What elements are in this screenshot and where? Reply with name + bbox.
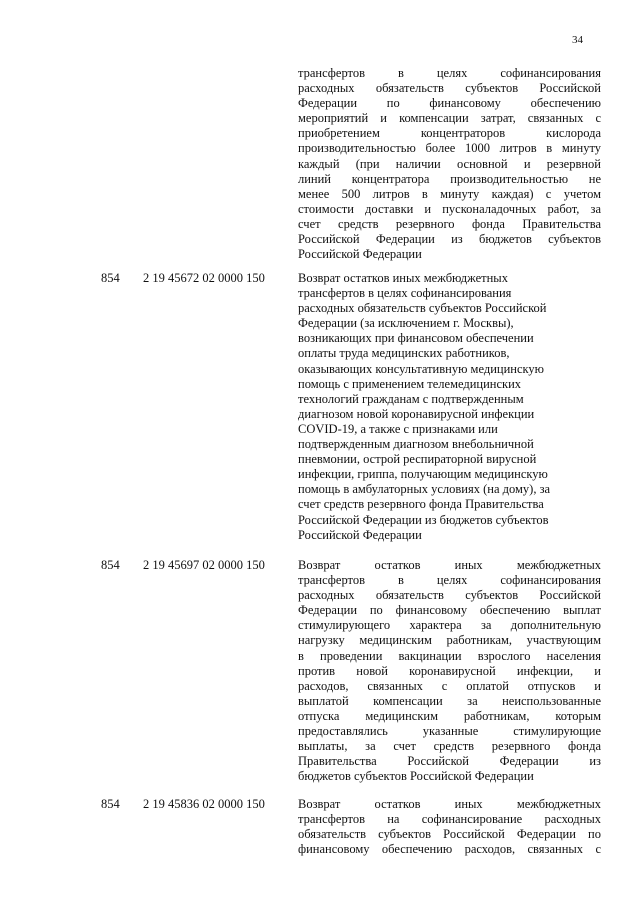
description-line: расходных обязательств субъектов Российской: [298, 588, 601, 603]
description-line: диагнозом новой коронавирусной инфекции: [298, 406, 535, 421]
description-line: Российской Федерации: [298, 527, 422, 542]
description-line: инфекции, гриппа, получающим медицинскую: [298, 467, 548, 482]
description-line: против новой коронавирусной инфекции, и: [298, 663, 601, 678]
budget-classification-code: 2 19 45672 02 0000 150: [143, 271, 265, 285]
description-line: бюджетов субъектов Российской Федерации: [298, 769, 534, 784]
admin-code: 854: [101, 797, 120, 811]
description-line: Правительства Российской Федерации из: [298, 754, 601, 769]
description-line: стимулирующего характера за дополнительную: [298, 618, 601, 633]
description-line: в проведении вакцинации взрослого населения: [298, 648, 601, 663]
description-line: менее 500 литров в минуту каждая) с учетом: [298, 186, 601, 201]
income-description: [298, 558, 601, 784]
description-line: пневмонии, острой респираторной вирусной: [298, 452, 537, 467]
description-line: каждый (при наличии основной и резервной: [298, 156, 601, 171]
description-line: трансфертов на софинансирование расходных: [298, 812, 601, 827]
description-line: возникающих при финансовом обеспечении: [298, 331, 534, 346]
description-line: обязательств субъектов Российской Федерации по: [298, 827, 601, 842]
description-line: расходных обязательств субъектов Российской: [298, 81, 601, 96]
income-description: [298, 66, 601, 262]
description-line: счет средств резервного фонда Правительства: [298, 497, 544, 512]
description-line: линий концентратора производительностью не: [298, 171, 601, 186]
description-line: расходов, связанных с оплатой отпусков и: [298, 678, 601, 693]
description-line: помощь в амбулаторных условиях (на дому), за: [298, 482, 551, 497]
description-line: расходных обязательств субъектов Российской: [298, 301, 547, 316]
description-line: Российской Федерации из бюджетов субъектов: [298, 512, 549, 527]
description-line: финансовому обеспечению расходов, связанных с: [298, 842, 601, 857]
description-line: технологий гражданам с подтвержденным: [298, 391, 524, 406]
budget-classification-code: 2 19 45697 02 0000 150: [143, 558, 265, 572]
description-line: выплаты, за счет средств резервного фонда: [298, 739, 601, 754]
admin-code: 854: [101, 558, 120, 572]
description-line: Федерации по финансовому обеспечению: [298, 96, 601, 111]
description-line: трансфертов в целях софинансирования: [298, 286, 512, 301]
description-line: предоставлялись указанные стимулирующие: [298, 724, 601, 739]
description-line: оплаты труда медицинских работников,: [298, 346, 510, 361]
page-number: 34: [572, 34, 583, 46]
income-description: [298, 797, 601, 857]
description-line: трансфертов в целях софинансирования: [298, 66, 601, 80]
description-line: нагрузку медицинским работникам, участвующим: [298, 633, 601, 648]
description-line: Возврат остатков иных межбюджетных: [298, 271, 508, 285]
budget-classification-code: 2 19 45836 02 0000 150: [143, 797, 265, 811]
description-line: Федерации по финансовому обеспечению выплат: [298, 603, 601, 618]
income-description: [298, 271, 601, 543]
description-line: трансфертов в целях софинансирования: [298, 573, 601, 588]
description-line: COVID-19, а также с признаками или: [298, 421, 498, 436]
description-line: Российской Федерации из бюджетов субъектов: [298, 232, 601, 247]
description-line: производительностью более 1000 литров в минуту: [298, 141, 601, 156]
description-line: счет средств резервного фонда Правительства: [298, 216, 601, 231]
description-line: приобретением концентраторов кислорода: [298, 126, 601, 141]
description-line: выплатой компенсации за неиспользованные: [298, 693, 601, 708]
description-line: помощь с применением телемедицинских: [298, 376, 522, 391]
description-line: Возврат остатков иных межбюджетных: [298, 797, 601, 811]
description-line: стоимости доставки и пусконаладочных работ, за: [298, 201, 601, 216]
admin-code: 854: [101, 271, 120, 285]
description-line: оказывающих консультативную медицинскую: [298, 361, 544, 376]
description-line: подтвержденным диагнозом внебольничной: [298, 437, 534, 452]
description-line: Возврат остатков иных межбюджетных: [298, 558, 601, 572]
description-line: Российской Федерации: [298, 247, 422, 262]
description-line: Федерации (за исключением г. Москвы),: [298, 316, 514, 331]
description-line: мероприятий и компенсации затрат, связанных с: [298, 111, 601, 126]
description-line: отпуска медицинским работникам, которым: [298, 708, 601, 723]
